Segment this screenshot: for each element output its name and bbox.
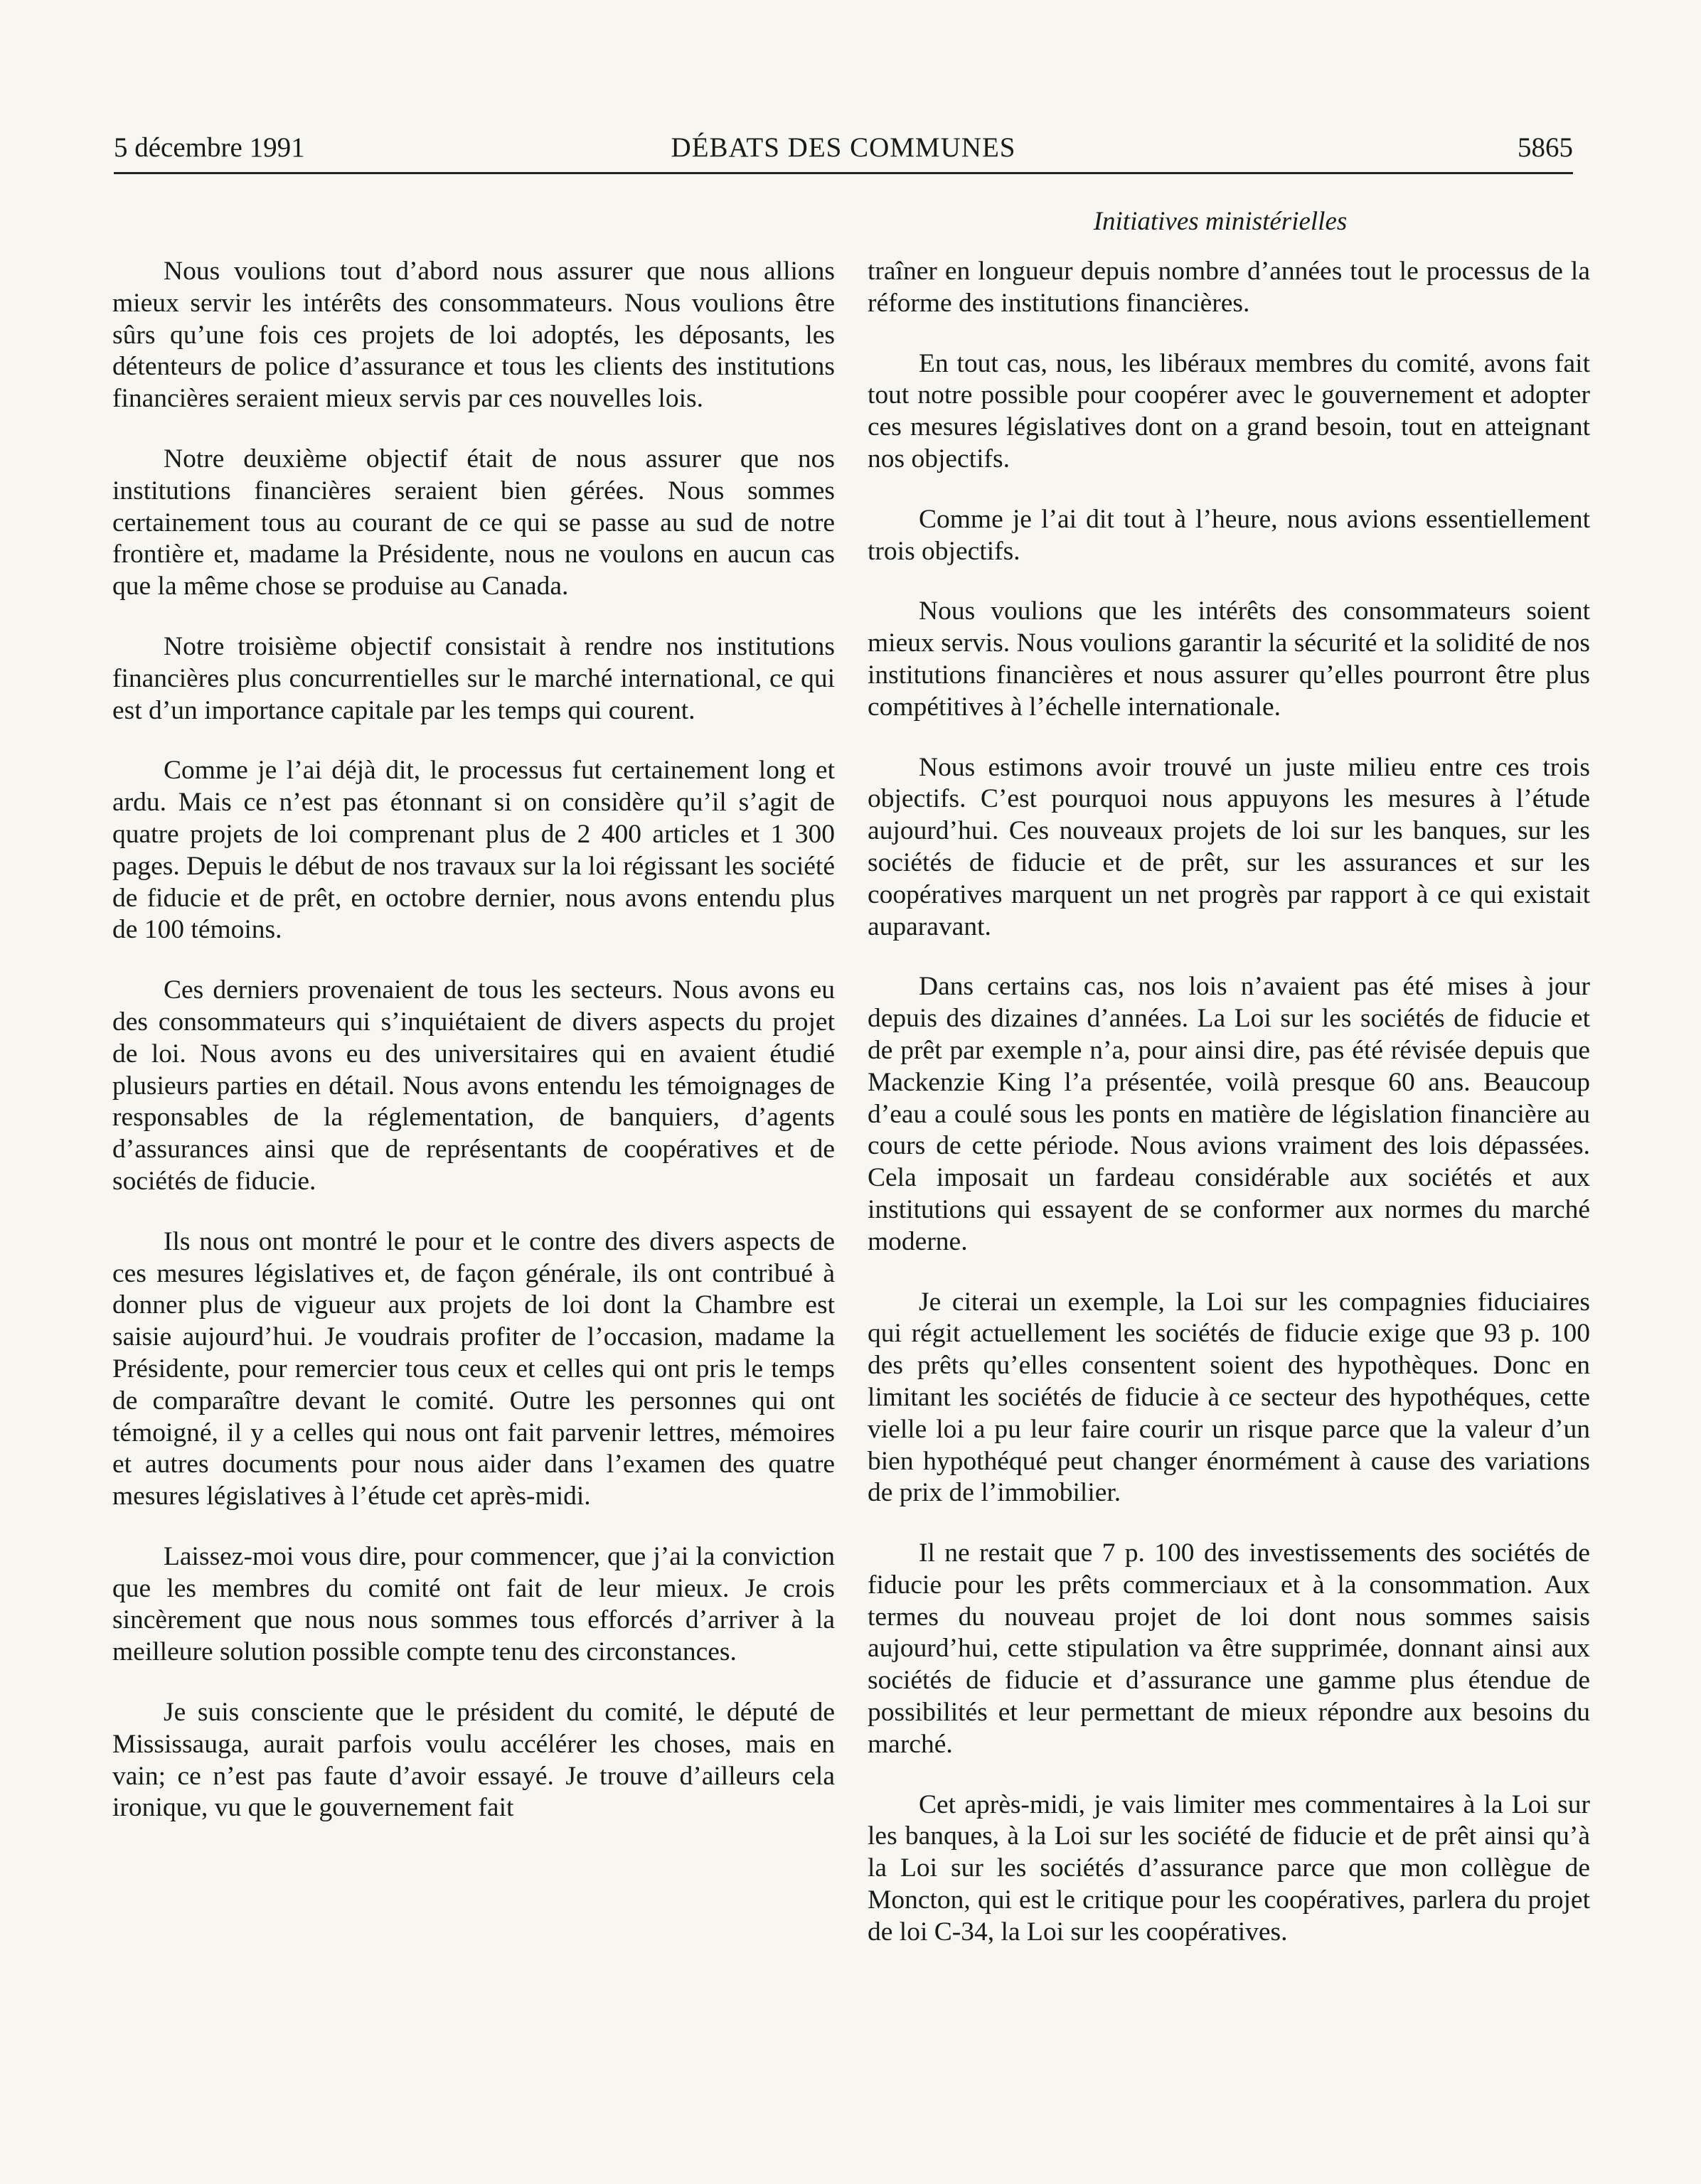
left-column xyxy=(112,256,835,1853)
paragraph: Notre deuxième objectif était de nous assurer que nos institutions financières seraient bien gérées. Nous sommes certainement tous au courant de ce qui se passe au sud de notre frontière et, madame la Présidente, nous ne voulons en aucun cas que la même chose se produise au Canada. xyxy=(112,444,835,601)
paragraph: Je citerai un exemple, la Loi sur les compagnies fiduciaires qui régit actuellement les sociétés de fiducie exige que 93 p. 100 des prêts qu’elles consentent soient des hypothèques. Donc en limitant les sociétés de fiducie à ce secteur des hypothéques, cette vielle loi a pu leur faire courir un risque parce que la valeur d’un bien hypothéqué peut changer énormément à cause des variations de prix de l’immobilier. xyxy=(868,1287,1590,1508)
page-header xyxy=(114,127,1573,169)
paragraph: Il ne restait que 7 p. 100 des investissements des sociétés de fiducie pour les prêts commerciaux et à la consommation. Aux termes du nouveau projet de loi dont nous sommes saisis aujourd’hui, cette stipulation va être supprimée, donnant ainsi aux sociétés de fiducie et d’assurance une gamme plus étendue de possibilités et leur permettant de mieux répondre aux besoins du marché. xyxy=(868,1538,1590,1759)
paragraph: Nous voulions que les intérêts des consommateurs soient mieux servis. Nous voulions garantir la sécurité et la solidité de nos institutions financières et nous assurer qu’elles pourront être plus compétitives à l’échelle internationale. xyxy=(868,596,1590,722)
paragraph: Comme je l’ai déjà dit, le processus fut certainement long et ardu. Mais ce n’est pas étonnant si on considère qu’il s’agit de quatre projets de loi comprenant plus de 2 400 articles et 1 300 pages. Depuis le début de nos travaux sur la loi régissant les société de fiducie et de prêt, en octobre dernier, nous avons entendu plus de 100 témoins. xyxy=(112,756,835,945)
paragraph: Ces derniers provenaient de tous les secteurs. Nous avons eu des consommateurs qui s’inquiétaient de divers aspects du projet de loi. Nous avons eu des universitaires qui en avaient étudié plusieurs parties en détail. Nous avons entendu les témoignages de responsables de la réglementation, de banquiers, d’agents d’assurances ainsi que de représentants de coopératives et de sociétés de fiducie. xyxy=(112,975,835,1196)
page-number: 5865 xyxy=(1518,132,1573,163)
header-title: DÉBATS DES COMMUNES xyxy=(671,132,1016,163)
paragraph: Notre troisième objectif consistait à rendre nos institutions financières plus concurrentielles sur le marché international, ce qui est d’un importance capitale par les temps qui courent. xyxy=(112,631,835,725)
paragraph: Laissez-moi vous dire, pour commencer, que j’ai la conviction que les membres du comité ont fait de leur mieux. Je crois sincèrement que nous nous sommes tous efforcés d’arriver à la meilleure solution possible compte tenu des circonstances. xyxy=(112,1541,835,1667)
header-date: 5 décembre 1991 xyxy=(114,132,305,163)
paragraph: Comme je l’ai dit tout à l’heure, nous avions essentiellement trois objectifs. xyxy=(868,504,1590,566)
header-rule xyxy=(114,172,1573,174)
section-label: Initiatives ministérielles xyxy=(1093,207,1348,236)
paragraph: Nous voulions tout d’abord nous assurer que nous allions mieux servir les intérêts des consommateurs. Nous voulions être sûrs qu’une fois ces projets de loi adoptés, les déposants, les détenteurs de police d’assurance et tous les clients des institutions financières seraient mieux servis par ces nouvelles lois. xyxy=(112,257,835,414)
paragraph: Ils nous ont montré le pour et le contre des divers aspects de ces mesures législatives et, de façon générale, ils ont contribué à donner plus de vigueur aux projets de loi dont la Chambre est saisie aujourd’hui. Je voudrais profiter de l’occasion, madame la Présidente, pour remercier tous ceux et celles qui ont pris le temps de comparaître devant le comité. Outre les personnes qui ont témoigné, il y a celles qui nous ont fait parvenir lettres, mémoires et autres documents pour nous aider dans l’examen des quatre mesures législatives à l’étude cet après-midi. xyxy=(112,1226,835,1511)
paragraph: Je suis consciente que le président du comité, le député de Mississauga, aurait parfois voulu accélérer les choses, mais en vain; ce n’est pas faute d’avoir essayé. Je trouve d’ailleurs cela ironique, vu que le gouvernement fait xyxy=(112,1698,835,1823)
paragraph-continuation: traîner en longueur depuis nombre d’années tout le processus de la réforme des institutions financières. xyxy=(868,257,1590,318)
paragraph: En tout cas, nous, les libéraux membres du comité, avons fait tout notre possible pour coopérer avec le gouvernement et adopter ces mesures législatives dont on a grand besoin, tout en atteignant nos objectifs. xyxy=(868,348,1590,473)
right-column xyxy=(868,256,1590,1977)
paragraph: Nous estimons avoir trouvé un juste milieu entre ces trois objectifs. C’est pourquoi nous appuyons les mesures à l’étude aujourd’hui. Ces nouveaux projets de loi sur les banques, sur les sociétés de fiducie et de prêt, sur les assurances et sur les coopératives marquent un net progrès par rapport à ce qui existait auparavant. xyxy=(868,752,1590,941)
paragraph: Dans certains cas, nos lois n’avaient pas été mises à jour depuis des dizaines d’années. La Loi sur les sociétés de fiducie et de prêt par exemple n’a, pour ainsi dire, pas été révisée depuis que Mackenzie King l’a présentée, voilà presque 60 ans. Beaucoup d’eau a coulé sous les ponts en matière de législation financière au cours de cette période. Nous avions vraiment des lois dépassées. Cela imposait un fardeau considérable aux sociétés et aux institutions qui essayent de se conformer aux normes du marché moderne. xyxy=(868,972,1590,1256)
paragraph: Cet après-midi, je vais limiter mes commentaires à la Loi sur les banques, à la Loi sur les société de fiducie et de prêt ainsi qu’à la Loi sur les sociétés d’assurance parce que mon collègue de Moncton, qui est le critique pour les coopératives, parlera du projet de loi C-34, la Loi sur les coopératives. xyxy=(868,1789,1590,1947)
